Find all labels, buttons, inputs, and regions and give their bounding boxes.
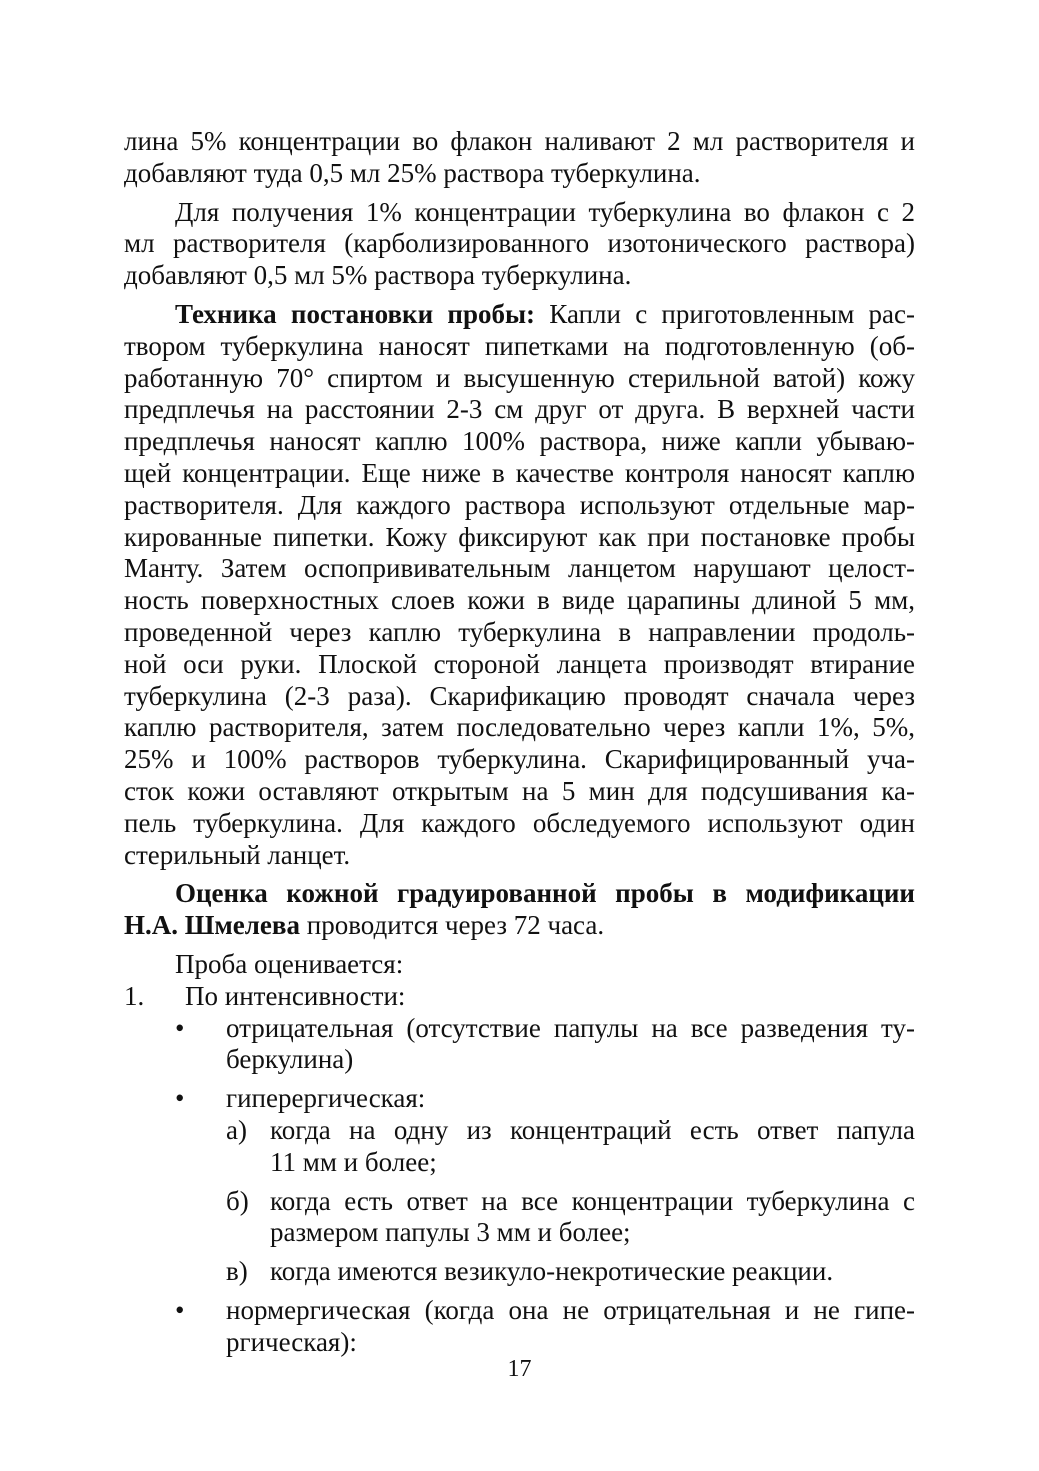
paragraph-line: работанную 70° спиртом и высушенную стерильной ватой) кожу (124, 362, 915, 393)
bullet-icon: • (175, 1083, 185, 1114)
author-name: Н.А. Шмелева (124, 910, 300, 941)
paragraph-line: щей концентрации. Еще ниже в качестве контроля наносят каплю (124, 457, 915, 488)
bullet-text: гиперергическая: (226, 1083, 426, 1114)
bullet-item (124, 1083, 915, 1115)
body-text (124, 126, 915, 1358)
paragraph-line: проведенной через каплю туберкулина в направлении продоль- (124, 616, 915, 647)
sub-list-text-continuation: 11 мм и более; (270, 1146, 437, 1177)
bullet-text-continuation: ргическая): (226, 1326, 357, 1357)
paragraph-line: предплечья наносят каплю 100% раствора, ниже капли убываю- (124, 426, 915, 457)
sub-list-label: в) (226, 1256, 248, 1287)
bullet-text: отрицательная (отсутствие папулы на все разведения ту- (226, 1012, 915, 1043)
sub-list-label: б) (226, 1185, 249, 1216)
page-number: 17 (507, 1356, 532, 1382)
paragraph-line: кированные пипетки. Кожу фиксируют как при постановке пробы (124, 521, 915, 552)
paragraph-line: стерильный ланцет. (124, 839, 351, 870)
list-item-text: По интенсивности: (185, 980, 406, 1011)
paragraph-line: растворителя. Для каждого раствора используют отдельные мар- (124, 489, 915, 520)
paragraph-line: сток кожи оставляют открытым на 5 мин для подсушивания ка- (124, 775, 915, 806)
numbered-list-item (124, 981, 915, 1013)
paragraph-text: проводится через 72 часа. (300, 910, 605, 941)
section-heading: Техника постановки пробы: (175, 298, 536, 329)
paragraph-line: ность поверхностных слоев кожи в виде царапины длиной 5 мм, (124, 585, 915, 616)
bullet-item (124, 1295, 915, 1327)
paragraph-line: туберкулина (2-3 раза). Скарификацию проводят сначала через (124, 680, 915, 711)
paragraph-line: Манту. Затем оспопрививательным ланцетом нарушают целост- (124, 553, 915, 584)
paragraph-line: 25% и 100% растворов туберкулина. Скарифицированный уча- (124, 744, 915, 775)
bullet-icon: • (175, 1012, 185, 1043)
section-heading-line (124, 299, 915, 331)
paragraph-line: предплечья на расстоянии 2-3 см друг от друга. В верхней части (124, 394, 915, 425)
sub-list-item (124, 1115, 915, 1147)
paragraph-line (124, 910, 915, 942)
bullet-text-continuation: беркулина) (226, 1044, 354, 1075)
paragraph-line: мл растворителя (карболизированного изотонического раствора) (124, 228, 915, 259)
paragraph-line: Проба оценивается: (175, 948, 404, 979)
paragraph-line: ной оси руки. Плоской стороной ланцета производят втирание (124, 648, 915, 679)
bullet-item (124, 1013, 915, 1045)
paragraph-line: пель туберкулина. Для каждого обследуемого используют один (124, 807, 915, 838)
bullet-text: нормергическая (когда она не отрицательная и не гипе- (226, 1294, 915, 1325)
sub-list-text: когда есть ответ на все концентрации туберкулина с (270, 1185, 915, 1216)
sub-list-label: а) (226, 1114, 247, 1145)
sub-list-text: когда на одну из концентраций есть ответ папула (270, 1114, 915, 1145)
sub-list-text-continuation: размером папулы 3 мм и более; (270, 1217, 631, 1248)
paragraph-line: добавляют туда 0,5 мл 25% раствора туберкулина. (124, 157, 701, 188)
section-heading-line: Оценка кожной градуированной пробы в модификации (175, 878, 915, 909)
paragraph-line: Для получения 1% концентрации туберкулина во флакон с 2 (175, 196, 915, 227)
bullet-icon: • (175, 1294, 185, 1325)
paragraph-line: каплю растворителя, затем последовательно через капли 1%, 5%, (124, 712, 915, 743)
sub-list-text: когда имеются везикуло-некротические реакции. (270, 1256, 834, 1287)
paragraph-line: твором туберкулина наносят пипетками на подготовленную (об- (124, 330, 915, 361)
sub-list-item (124, 1186, 915, 1218)
sub-list-item (124, 1256, 915, 1288)
paragraph-line: добавляют 0,5 мл 5% раствора туберкулина. (124, 260, 632, 291)
paragraph-line: лина 5% концентрации во флакон наливают 2 мл растворителя и (124, 126, 915, 156)
paragraph-text: Капли с приготовленным рас- (535, 298, 915, 329)
list-number: 1. (124, 980, 145, 1011)
